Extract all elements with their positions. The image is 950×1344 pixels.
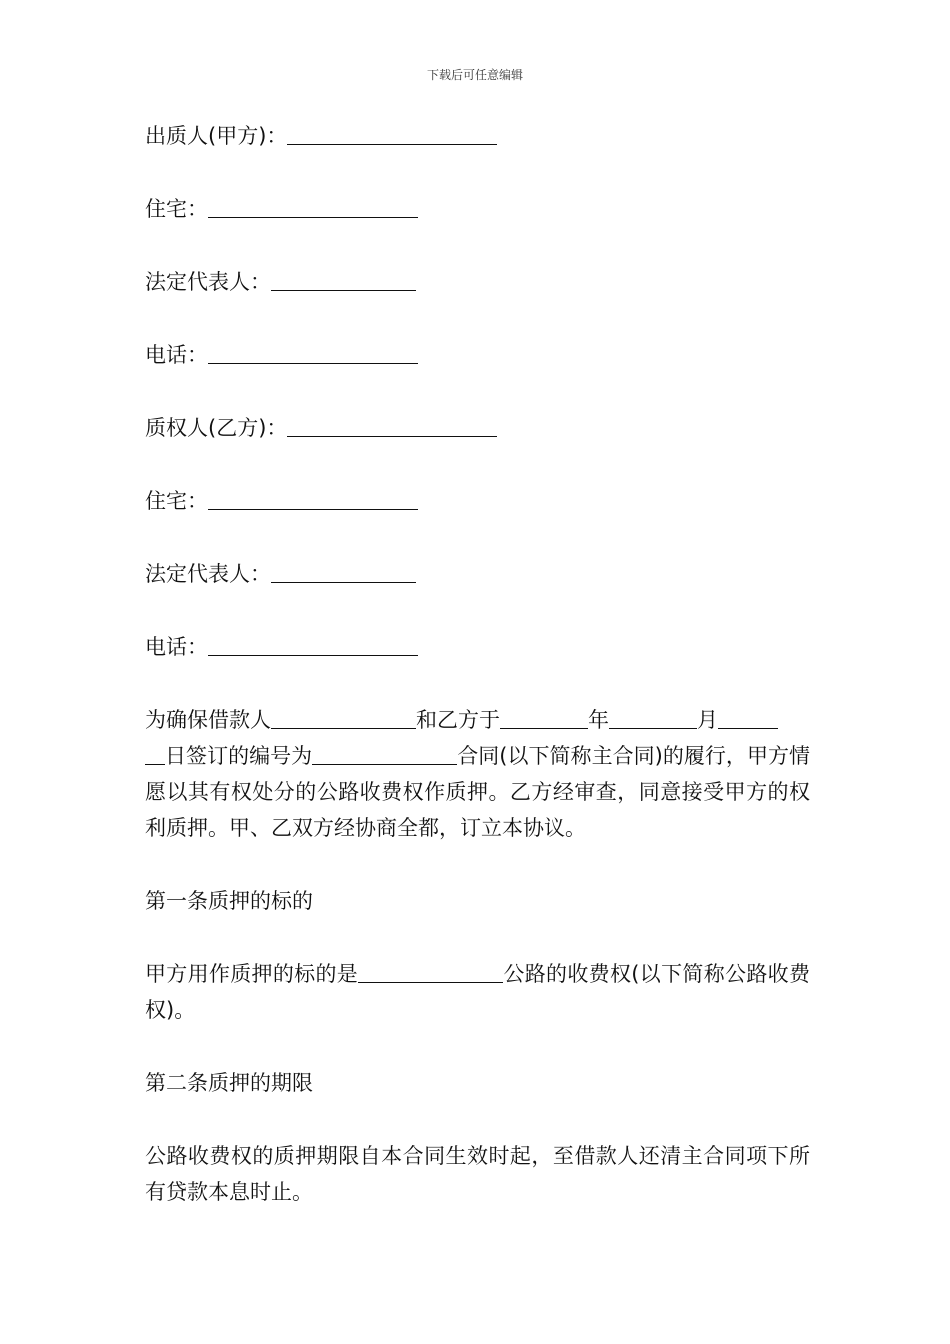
blank-line: [609, 708, 697, 729]
intro-text: 合同(以下简称主合同)的履行，甲方情愿以其有权处分的公路收费权作质押。乙方经审查，同意接受甲方的权利质押。甲、乙双方经协商全都，订立本协议。: [145, 744, 810, 840]
field-label: 住宅：: [145, 489, 208, 513]
pledgor-address-field: [145, 191, 810, 227]
pledgor-name-field: [145, 118, 810, 154]
blank-line: [271, 270, 416, 291]
blank-line: [145, 744, 165, 765]
pledgee-legal-rep-field: [145, 556, 810, 592]
field-label: 法定代表人：: [145, 270, 271, 294]
blank-line: [271, 708, 416, 729]
field-label: 法定代表人：: [145, 562, 271, 586]
blank-line: [208, 489, 418, 510]
blank-line: [358, 962, 503, 983]
blank-line: [271, 562, 416, 583]
field-label: 出质人(甲方)：: [145, 124, 288, 148]
article-text: 甲方用作质押的标的是: [145, 962, 359, 986]
article-text: 公路的收费权(以下简称公路收费权)。: [145, 962, 810, 1022]
intro-text: 和乙方于: [416, 708, 500, 732]
blank-line: [718, 708, 778, 729]
article-2-title: 第二条质押的期限: [145, 1071, 313, 1095]
pledgee-name-field: [145, 410, 810, 446]
intro-text: 月: [697, 708, 718, 732]
page-header: 下载后可任意编辑: [426, 68, 523, 82]
blank-line: [287, 124, 497, 145]
article-1-title: 第一条质押的标的: [145, 889, 313, 913]
intro-text: 年: [588, 708, 609, 732]
document-body: [145, 118, 810, 1246]
blank-line: [208, 343, 418, 364]
pledgor-phone-field: [145, 337, 810, 373]
blank-line: [312, 744, 457, 765]
intro-text: 为确保借款人: [145, 708, 271, 732]
article-1-paragraph: [145, 956, 810, 1028]
intro-paragraph: [145, 702, 810, 846]
blank-line: [500, 708, 588, 729]
blank-line: [287, 416, 497, 437]
field-label: 电话：: [145, 635, 208, 659]
article-2-paragraph: 公路收费权的质押期限自本合同生效时起，至借款人还清主合同项下所有贷款本息时止。: [145, 1144, 810, 1204]
pledgor-legal-rep-field: [145, 264, 810, 300]
pledgee-phone-field: [145, 629, 810, 665]
field-label: 住宅：: [145, 197, 208, 221]
pledgee-address-field: [145, 483, 810, 519]
blank-line: [208, 197, 418, 218]
field-label: 质权人(乙方)：: [145, 416, 288, 440]
intro-text: 日签订的编号为: [165, 744, 313, 768]
field-label: 电话：: [145, 343, 208, 367]
blank-line: [208, 635, 418, 656]
